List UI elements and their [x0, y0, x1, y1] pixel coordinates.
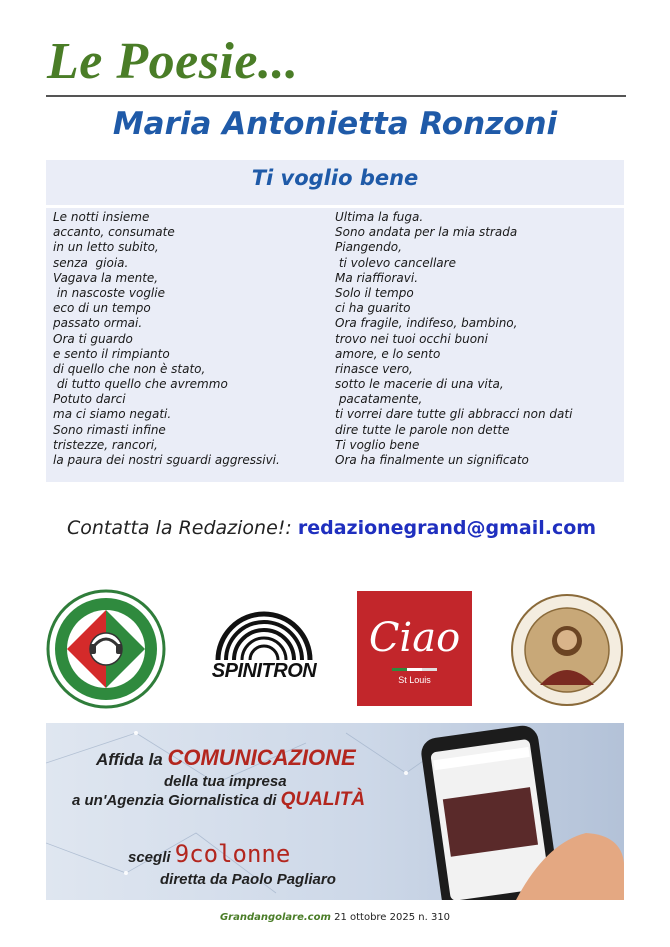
ciao-subtitle: St Louis: [398, 675, 431, 685]
banner-line-1: Affida la COMUNICAZIONE: [96, 745, 356, 770]
poem-divider: [46, 205, 624, 208]
poem-line: e sento il rimpianto: [53, 346, 170, 361]
contact-label: Contatta la Redazione!:: [67, 517, 292, 539]
radio-italia-logo[interactable]: [46, 588, 166, 710]
footer-issue: 21 ottobre 2025 n. 310: [330, 912, 451, 923]
poem-line: di quello che non è stato,: [53, 361, 206, 376]
banner-line-5: diretta da Paolo Pagliaro: [160, 871, 336, 888]
spinitron-logo[interactable]: [200, 610, 328, 688]
columbus-award-logo[interactable]: [510, 593, 625, 708]
poem-line: sotto le macerie di una vita,: [335, 377, 504, 392]
title-divider: [46, 95, 626, 97]
poem-line: Sono andata per la mia strada: [335, 225, 518, 240]
radio-italia-emblem: [46, 588, 166, 710]
contact-email-link[interactable]: redazionegrand@gmail.com: [297, 517, 597, 539]
poem-line: rinasce vero,: [335, 361, 413, 376]
footer-site-link[interactable]: Grandangolare.com: [219, 912, 331, 923]
poem-line: Potuto darci: [53, 392, 126, 407]
poem-line: Ora fragile, indifeso, bambino,: [335, 316, 518, 331]
advertising-banner[interactable]: [46, 723, 624, 900]
poem-line: in un letto subito,: [53, 240, 159, 255]
author-name: Maria Antonietta Ronzoni: [112, 106, 558, 142]
spinitron-record-icon: [200, 610, 328, 662]
poem-line: Vagava la mente,: [53, 270, 159, 285]
poem-title: Ti voglio bene: [251, 166, 419, 190]
poem-line: in nascoste voglie: [53, 285, 165, 300]
poem-line: ti volevo cancellare: [335, 255, 456, 270]
poem-line: accanto, consumate: [53, 225, 175, 240]
poem-line: di tutto quello che avremmo: [53, 377, 228, 392]
poem-line: ma ci siamo negati.: [53, 407, 172, 422]
poem-line: passato ormai.: [53, 316, 143, 331]
banner-line-3: a un'Agenzia Giornalistica di QUALITÀ: [72, 789, 366, 810]
poem-line: Ultima la fuga.: [335, 210, 424, 224]
poem-line: Sono rimasti infine: [53, 422, 166, 437]
spinitron-wordmark: SPINITRON: [211, 660, 317, 682]
poem-line: Ma riaffioravi.: [335, 270, 419, 285]
page-footer: [0, 912, 670, 923]
poem-line: trovo nei tuoi occhi buoni: [335, 331, 488, 346]
poem-line: eco di un tempo: [53, 301, 151, 316]
poem-line: Solo il tempo: [335, 285, 414, 300]
poem-left-column: [53, 210, 280, 468]
poem-line: ti vorrei dare tutte gli abbracci non dati: [335, 407, 573, 422]
poem-line: Ti voglio bene: [335, 437, 420, 452]
section-title: Le Poesie...: [47, 33, 299, 90]
nove-colonne-wordmark: 9colonne: [174, 840, 291, 868]
poem-line: Piangendo,: [335, 240, 402, 255]
ciao-wordmark: Ciao: [368, 615, 461, 661]
poem-line: Ora ha finalmente un significato: [335, 453, 529, 467]
poem-line: Ora ti guardo: [53, 331, 133, 346]
flag-stripe-icon: [357, 667, 472, 673]
poem-line: la paura dei nostri sguardi aggressivi.: [53, 453, 280, 467]
contact-line: [67, 517, 596, 539]
poem-line: amore, e lo sento: [335, 346, 441, 361]
columbus-seal-icon: [510, 593, 625, 708]
poem-line: ci ha guarito: [335, 301, 411, 316]
poem-line: Le notti insieme: [53, 210, 150, 224]
poem-line: dire tutte le parole non dette: [335, 422, 510, 437]
banner-line-2: della tua impresa: [164, 773, 287, 790]
poem-line: senza gioia.: [53, 255, 129, 270]
banner-line-4: scegli 9colonne: [128, 840, 291, 868]
poem-line: tristezze, rancori,: [53, 437, 158, 452]
poem-right-column: [335, 210, 572, 468]
poem-box: [46, 160, 624, 482]
poem-line: pacatamente,: [335, 392, 423, 407]
ciao-st-louis-logo[interactable]: [357, 591, 472, 706]
